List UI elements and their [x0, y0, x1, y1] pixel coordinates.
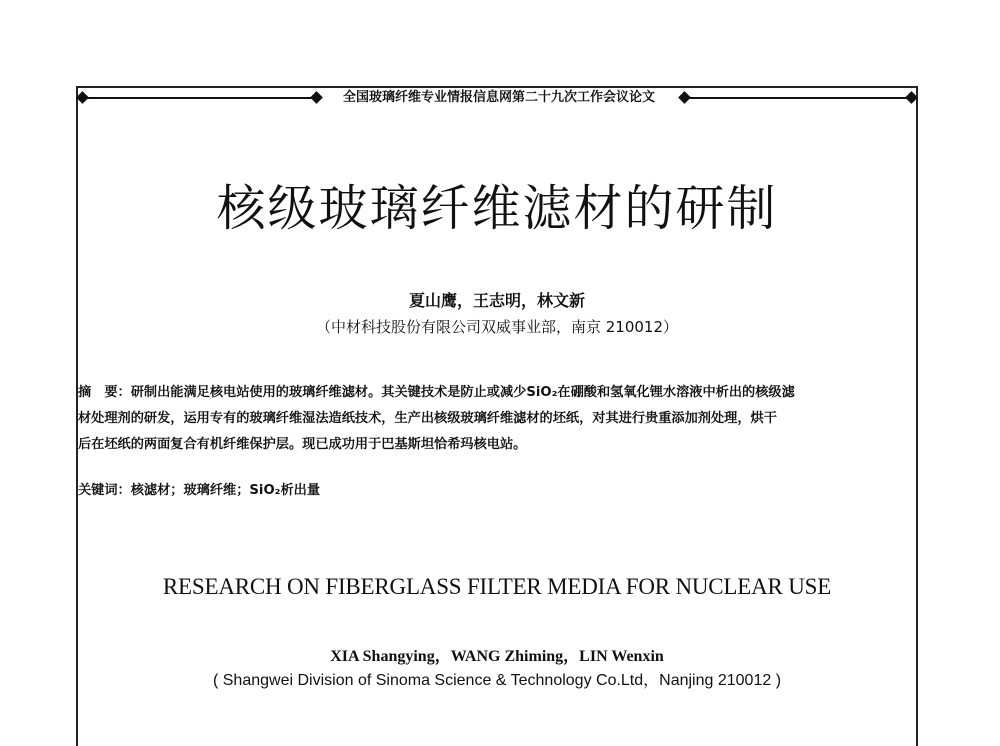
header-rule-left [82, 97, 316, 99]
abstract-text-1: 研制出能满足核电站使用的玻璃纤维滤材。其关键技术是防止或减少SiO₂在硼酸和氢氧化锂水溶液中析出的核级滤 [130, 385, 795, 400]
authors-en: XIA Shangying，WANG Zhiming，LIN Wenxin [330, 648, 664, 665]
authors-cn: 夏山鹰，王志明，林文新 [408, 291, 585, 310]
abstract-line-3: 后在坯纸的两面复合有机纤维保护层。现已成功用于巴基斯坦恰希玛核电站。 [78, 437, 527, 452]
affiliation-cn: （中材科技股份有限公司双威事业部，南京 210012） [315, 318, 679, 336]
header-rule-right [684, 97, 912, 99]
abstract-line-2: 材处理剂的研发，运用专有的玻璃纤维湿法造纸技术，生产出核级玻璃纤维滤材的坯纸，对其进行贵重添加剂处理，烘干 [78, 411, 777, 426]
abstract-line-1 [78, 380, 920, 406]
abstract-label: 摘 要： [78, 385, 131, 400]
paper-title-cn: 核级玻璃纤维滤材的研制 [216, 180, 778, 237]
keywords-cn [78, 480, 320, 502]
keywords-text: 核滤材；玻璃纤维；SiO₂析出量 [130, 483, 321, 498]
conference-header: 全国玻璃纤维专业情报信息网第二十九次工作会议论文 [342, 90, 655, 105]
abstract-cn [78, 380, 920, 458]
keywords-label: 关键词： [78, 483, 131, 498]
affiliation-en: ( Shangwei Division of Sinoma Science & Technology Co.Ltd，Nanjing 210012 ) [212, 672, 782, 689]
paper-title-en: RESEARCH ON FIBERGLASS FILTER MEDIA FOR NUCLEAR USE [162, 574, 832, 599]
